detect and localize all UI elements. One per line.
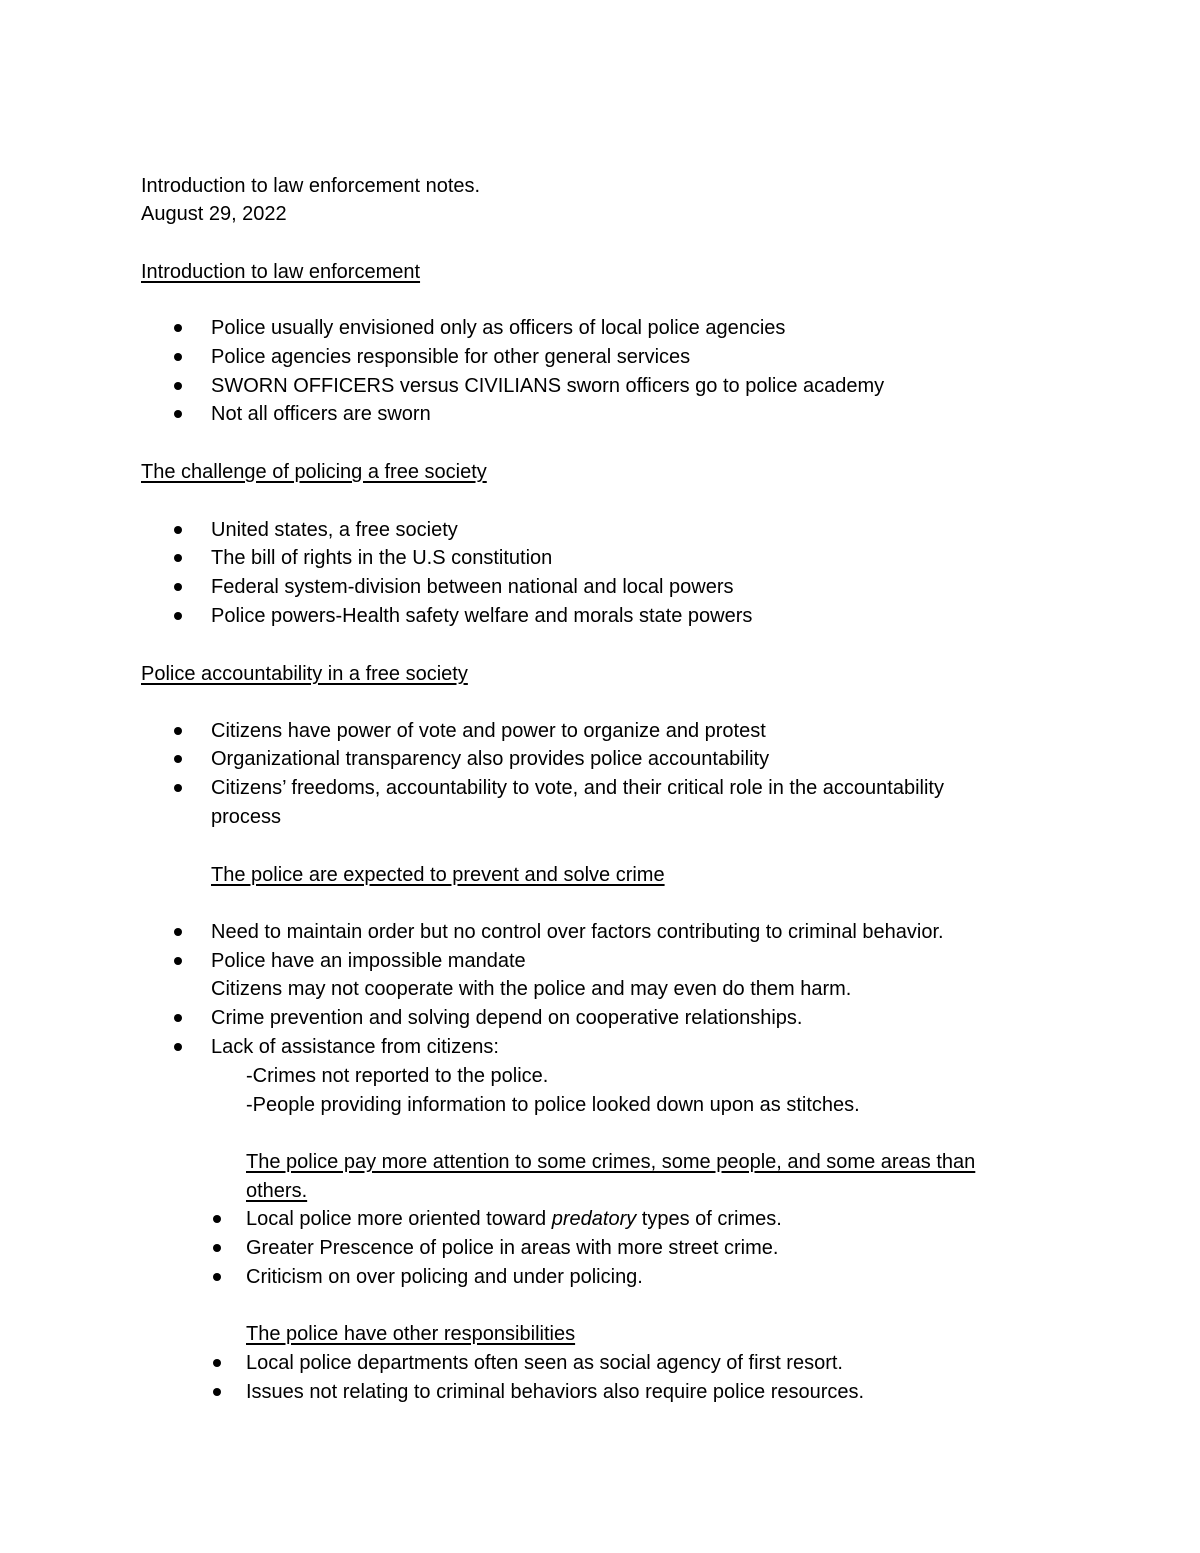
- section-heading-attention: The police pay more attention to some crimes, some people, and some areas than: [246, 1151, 976, 1173]
- list-item: Police usually envisioned only as officers of local police agencies: [211, 317, 786, 339]
- list-item-text: Local police more oriented toward: [246, 1208, 552, 1230]
- list-item: Police have an impossible mandate: [211, 950, 526, 972]
- section-heading-challenge: The challenge of policing a free society: [141, 461, 487, 483]
- list-item: Local police departments often seen as social agency of first resort.: [246, 1352, 843, 1374]
- list-item: Federal system-division between national and local powers: [211, 576, 734, 598]
- list-item: Citizens have power of vote and power to organize and protest: [211, 720, 766, 742]
- bullet: [174, 353, 182, 361]
- section-heading-other-responsibilities: The police have other responsibilities: [246, 1323, 576, 1345]
- bullet: [174, 784, 182, 792]
- bullet: [174, 928, 182, 936]
- list-item: Organizational transparency also provides police accountability: [211, 748, 770, 770]
- bullet: [174, 324, 182, 332]
- emphasis-text: predatory: [551, 1208, 637, 1230]
- list-item: [246, 1205, 782, 1234]
- section-heading-attention-cont: others.: [246, 1180, 308, 1202]
- bullet: [213, 1359, 221, 1367]
- list-item: Need to maintain order but no control over factors contributing to criminal behavior.: [211, 921, 944, 943]
- document-date: August 29, 2022: [141, 203, 287, 225]
- bullet: [213, 1244, 221, 1252]
- bullet: [213, 1215, 221, 1223]
- bullet: [213, 1273, 221, 1281]
- list-item: SWORN OFFICERS versus CIVILIANS sworn officers go to police academy: [211, 375, 885, 397]
- bullet: [174, 612, 182, 620]
- section-heading-prevent-crime: The police are expected to prevent and solve crime: [211, 864, 665, 886]
- list-item: United states, a free society: [211, 519, 458, 541]
- sub-item: -Crimes not reported to the police.: [246, 1065, 549, 1087]
- bullet: [174, 554, 182, 562]
- bullet: [174, 583, 182, 591]
- list-item: Not all officers are sworn: [211, 403, 431, 425]
- bullet: [174, 1043, 182, 1051]
- list-item-continuation: Citizens may not cooperate with the police and may even do them harm.: [211, 978, 852, 1000]
- document-title: Introduction to law enforcement notes.: [141, 175, 481, 197]
- list-item: Lack of assistance from citizens:: [211, 1036, 499, 1058]
- bullet: [174, 727, 182, 735]
- list-item: Citizens’ freedoms, accountability to vote, and their critical role in the accountability: [211, 777, 944, 799]
- section-heading-intro: Introduction to law enforcement: [141, 261, 421, 283]
- list-item: Crime prevention and solving depend on cooperative relationships.: [211, 1007, 803, 1029]
- bullet: [174, 410, 182, 418]
- bullet: [174, 382, 182, 390]
- list-item-text: types of crimes.: [636, 1208, 782, 1230]
- list-item-continuation: process: [211, 806, 282, 828]
- bullet: [213, 1388, 221, 1396]
- bullet: [174, 755, 182, 763]
- list-item: Criticism on over policing and under policing.: [246, 1266, 643, 1288]
- list-item: Police powers-Health safety welfare and morals state powers: [211, 605, 753, 627]
- list-item: Greater Prescence of police in areas with more street crime.: [246, 1237, 779, 1259]
- sub-item: -People providing information to police looked down upon as stitches.: [246, 1094, 860, 1116]
- list-item: The bill of rights in the U.S constitution: [211, 547, 553, 569]
- bullet: [174, 1014, 182, 1022]
- bullet: [174, 957, 182, 965]
- list-item: Issues not relating to criminal behaviors also require police resources.: [246, 1381, 865, 1403]
- list-item: Police agencies responsible for other general services: [211, 346, 691, 368]
- bullet: [174, 526, 182, 534]
- section-heading-accountability: Police accountability in a free society: [141, 663, 468, 685]
